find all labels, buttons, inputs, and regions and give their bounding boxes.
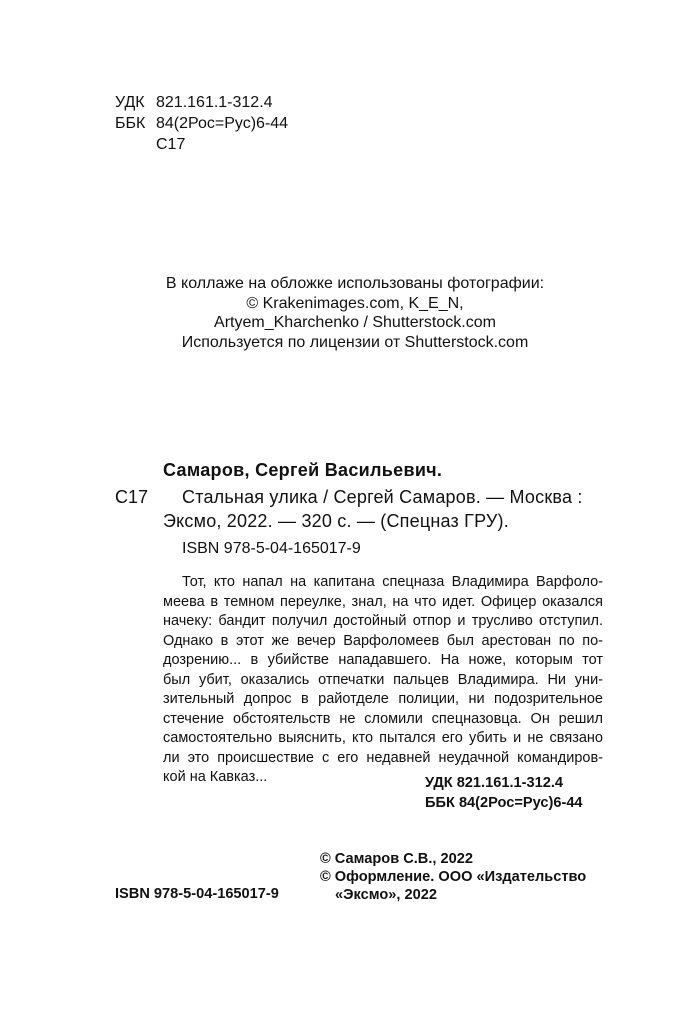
catalog-index: С17 — [115, 487, 149, 507]
annotation-line: зительный допрос в райотделе полиции, ни подозрительное — [163, 691, 603, 707]
udk-row — [115, 92, 288, 113]
catalog-author: Самаров, Сергей Васильевич. — [163, 460, 443, 480]
copyright-line: «Эксмо», 2022 — [335, 887, 437, 903]
bbk-value: 84(2Рос=Рус)6-44 — [156, 115, 289, 132]
annotation-line: меева в темном переулке, знал, на что идет. Офицер оказался — [163, 593, 603, 610]
catalog-biblio-line: Стальная улика / Сергей Самаров. — Москва : — [182, 487, 583, 507]
cover-credits — [100, 274, 610, 352]
annotation-line: был убит, оказались отпечатки пальцев Владимира. Ни уни- — [163, 671, 603, 688]
annotation-line: начеку: бандит получил достойный отпор и трусливо отступил. — [163, 613, 603, 629]
annotation-line: самостоятельно выяснить, кто пытался его убить и не связано — [163, 730, 603, 746]
udk-label: УДК — [115, 94, 145, 111]
annotation-line: Однако в этот же вечер Варфоломеев был арестован по по- — [163, 632, 603, 649]
cover-credits-line: В коллаже на обложке использованы фотографии: — [165, 275, 545, 292]
annotation-line: кой на Кавказ... — [163, 769, 268, 785]
cover-credits-line: Artyem_Kharchenko / Shutterstock.com — [214, 314, 496, 331]
classification-codes-top — [115, 92, 288, 155]
author-mark-row — [115, 134, 288, 155]
bbk-label: ББК — [115, 115, 146, 132]
bbk-row — [115, 113, 288, 134]
copyright-line: © Оформление. ООО «Издательство — [320, 869, 587, 885]
cover-credits-line: Используется по лицензии от Shutterstock.com — [181, 333, 529, 351]
udk-value: 821.161.1-312.4 — [156, 94, 273, 111]
bbk-bottom: ББК 84(2Рос=Рус)6-44 — [425, 795, 583, 811]
isbn-bottom: ISBN 978-5-04-165017-9 — [115, 886, 279, 902]
catalog-biblio-line: Эксмо, 2022. — 320 с. — (Спецназ ГРУ). — [163, 511, 509, 531]
copyright-block — [320, 850, 586, 904]
author-mark: С17 — [156, 136, 186, 153]
classification-codes-bottom — [425, 773, 583, 813]
catalog-isbn: ISBN 978-5-04-165017-9 — [182, 540, 361, 557]
annotation-line: ли это происшествие с его недавней неудачной командиров- — [163, 749, 603, 766]
annotation — [163, 573, 603, 788]
annotation-line: Тот, кто напал на капитана спецназа Владимира Варфоло- — [182, 574, 603, 590]
annotation-line: дозрению... в убийстве нападавшего. На ноже, которым тот — [163, 652, 603, 668]
udk-bottom: УДК 821.161.1-312.4 — [425, 775, 563, 791]
annotation-line: стечение обстоятельств не сломили спецназовца. Он решил — [163, 710, 603, 727]
copyright-line: © Самаров С.В., 2022 — [320, 851, 473, 867]
cover-credits-line: © Krakenimages.com, K_E_N, — [246, 294, 464, 312]
